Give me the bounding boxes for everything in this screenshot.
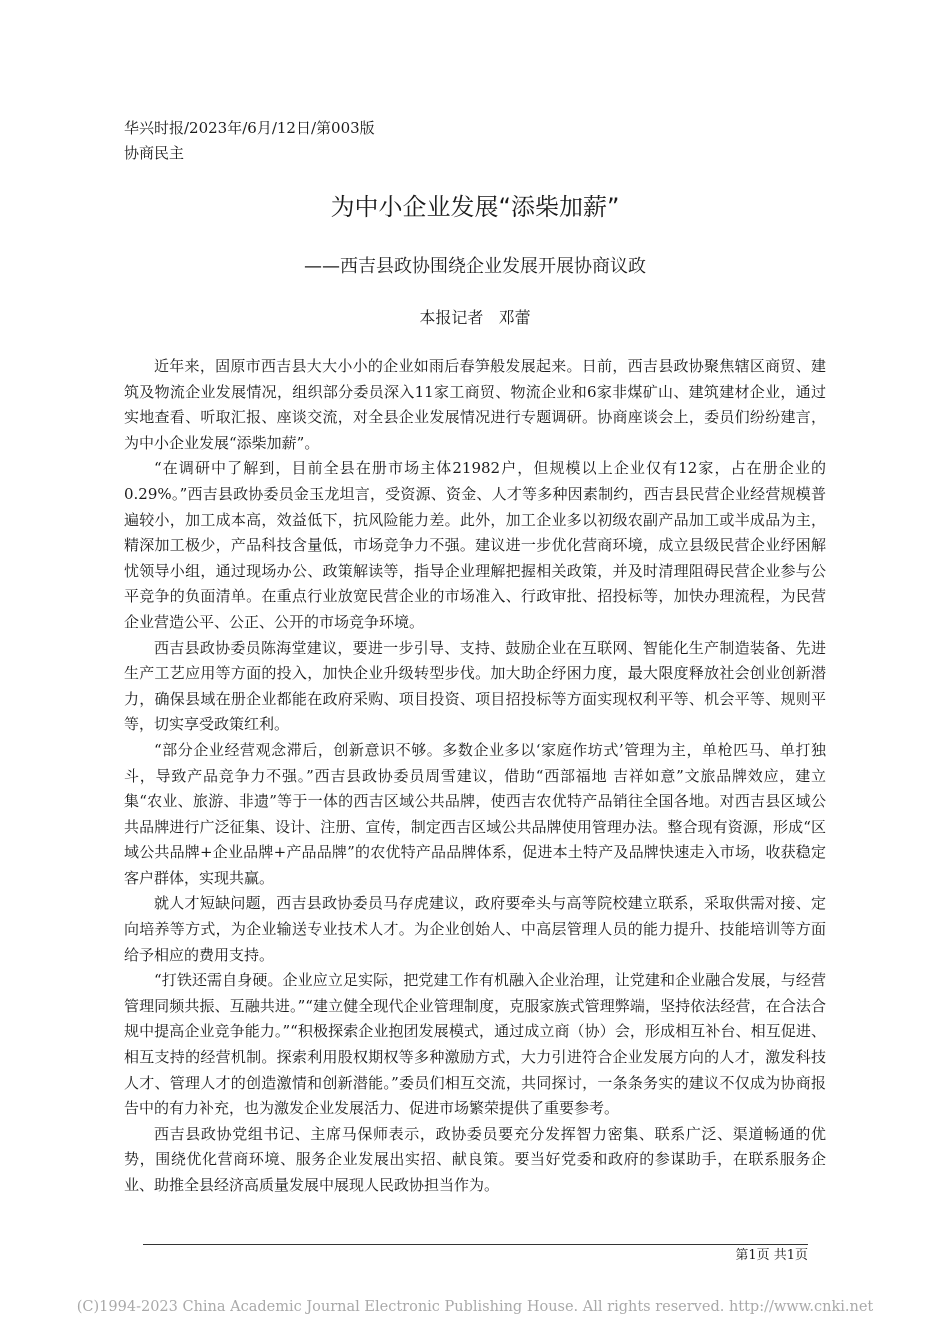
article-body — [124, 354, 826, 1199]
body-paragraph: 近年来，固原市西吉县大大小小的企业如雨后春笋般发展起来。日前，西吉县政协聚焦辖区商贸、建筑及物流企业发展情况，组织部分委员深入11家工商贸、物流企业和6家非煤矿山、建筑建材企业，通过实地查看、听取汇报、座谈交流，对全县企业发展情况进行专题调研。协商座谈会上，委员们纷纷建言，为中小企业发展“添柴加薪”。 — [124, 357, 826, 452]
body-paragraph: “部分企业经营观念滞后，创新意识不够。多数企业多以‘家庭作坊式’管理为主，单枪匹马、单打独斗，导致产品竞争力不强。”西吉县政协委员周雪建议，借助“西部福地 吉祥如意”文旅品牌效应，建立集“农业、旅游、非遗”等于一体的西吉区域公共品牌，使西吉农优特产品销往全国各地。对西吉县区域公共品牌进行广泛征集、设计、注册、宣传，制定西吉区域公共品牌使用管理办法。整合现有资源，形成“区域公共品牌+企业品牌+产品品牌”的农优特产品品牌体系，促进本土特产及品牌快速走入市场，收获稳定客户群体，实现共赢。 — [124, 740, 826, 887]
body-paragraph: “在调研中了解到，目前全县在册市场主体21982户，但规模以上企业仅有12家，占在册企业的0.29%。”西吉县政协委员金玉龙坦言，受资源、资金、人才等多种因素制约，西吉县民营企业经营规模普遍较小，加工成本高，效益低下，抗风险能力差。此外，加工企业多以初级农副产品加工或半成品为主，精深加工极少，产品科技含量低，市场竞争力不强。建议进一步优化营商环境，成立县级民营企业纾困解忧领导小组，通过现场办公、政策解读等，指导企业理解把握相关政策，并及时清理阻碍民营企业参与公平竞争的负面清单。在重点行业放宽民营企业的市场准入、行政审批、招投标等，加快办理流程，为民营企业营造公平、公正、公开的市场竞争环境。 — [124, 459, 826, 631]
body-paragraph: 就人才短缺问题，西吉县政协委员马存虎建议，政府要牵头与高等院校建立联系，采取供需对接、定向培养等方式，为企业输送专业技术人才。为企业创始人、中高层管理人员的能力提升、技能培训等方面给予相应的费用支持。 — [124, 894, 826, 964]
section-name: 协商民主 — [124, 144, 185, 162]
body-paragraph: “打铁还需自身硬。企业应立足实际，把党建工作有机融入企业治理，让党建和企业融合发展，与经营管理同频共振、互融共进。”“建立健全现代企业管理制度，克服家族式管理弊端，坚持依法经营，在合法合规中提高企业竞争能力。”“积极探索企业抱团发展模式，通过成立商（协）会，形成相互补台、相互促进、相互支持的经营机制。探索利用股权期权等多种激励方式，大力引进符合企业发展方向的人才，激发科技人才、管理人才的创造激情和创新潜能。”委员们相互交流，共同探讨，一条条务实的建议不仅成为协商报告中的有力补充，也为激发企业发展活力、促进市场繁荣提供了重要参考。 — [124, 971, 826, 1118]
body-paragraph: 西吉县政协党组书记、主席马保师表示，政协委员要充分发挥智力密集、联系广泛、渠道畅通的优势，围绕优化营商环境、服务企业发展出实招、献良策。要当好党委和政府的参谋助手，在联系服务企业、助推全县经济高质量发展中展现人民政协担当作为。 — [124, 1124, 826, 1194]
body-paragraph: 西吉县政协委员陈海堂建议，要进一步引导、支持、鼓励企业在互联网、智能化生产制造装备、先进生产工艺应用等方面的投入，加快企业升级转型步伐。加大助企纾困力度，最大限度释放社会创业创新潜力，确保县域在册企业都能在政府采购、项目投资、项目招投标等方面实现权利平等、机会平等、规则平等，切实享受政策红利。 — [124, 638, 826, 734]
article-title: 为中小企业发展“添柴加薪” — [330, 193, 620, 221]
copyright-notice: (C)1994-2023 China Academic Journal Electronic Publishing House. All rights reserved. http://www.cnki.net — [76, 1299, 874, 1315]
article-byline: 本报记者 邓蕾 — [419, 308, 531, 327]
footer-divider — [143, 1244, 808, 1245]
publication-source: 华兴时报/2023年/6月/12日/第003版 — [124, 119, 375, 137]
page-number: 第1页 共1页 — [735, 1248, 808, 1263]
article-subtitle: ——西吉县政协围绕企业发展开展协商议政 — [304, 256, 646, 277]
